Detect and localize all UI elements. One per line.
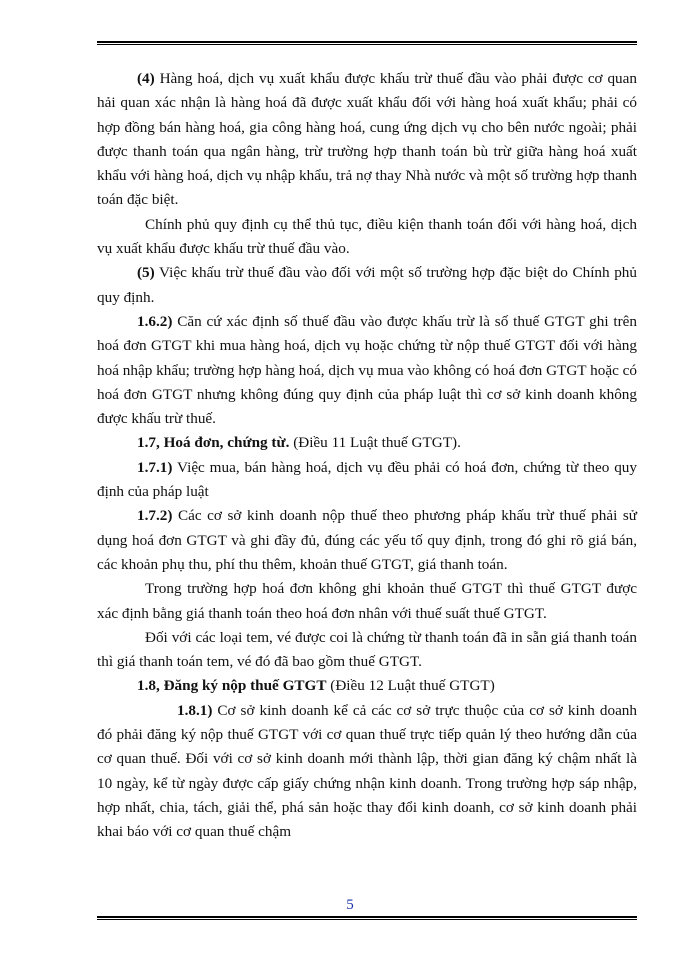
header-rule [97,41,637,43]
paragraph-lead: (5) [137,264,155,282]
paragraph-lead: 1.6.2) [137,312,173,330]
paragraph-lead: 1.7.1) [137,458,173,476]
paragraph-text: Việc khấu trừ thuế đầu vào đối với một số trường hợp đặc biệt do Chính phủ quy định. [97,264,637,306]
page-number: 5 [346,897,354,913]
paragraph-lead: 1.8.1) [177,701,213,719]
paragraph-government-rules [97,213,637,262]
document-body [97,67,637,845]
paragraph-text: Đối với các loại tem, vé được coi là chứng từ thanh toán đã in sẵn giá thanh toán thì giá thanh toán tem, vé đó đã bao gồm thuế GTGT. [97,628,637,671]
paragraph-text: Hàng hoá, dịch vụ xuất khẩu được khấu trừ thuế đầu vào phải được cơ quan hải quan xác nhận là hàng hoá đã được xuất khẩu đối với hàng hoá xuất khẩu; phải có hợp đồng bán hàng hoá, gia công hàng hoá, cung ứng dịch vụ cho bên nước ngoài; phải được thanh toán qua ngân hàng, trừ trường hợp thanh toán bù trừ giữa hàng hoá xuất khẩu với hàng hoá, dịch vụ nhập khẩu, trả nợ thay Nhà nước và một số trường hợp thanh toán đặc biệt. [97,70,637,209]
paragraph-lead: 1.7.2) [137,507,173,525]
paragraph-text: Chính phủ quy định cụ thể thủ tục, điều kiện thanh toán đối với hàng hoá, dịch vụ xuất khẩu được khấu trừ thuế đầu vào. [97,215,637,258]
paragraph-1-7-2 [97,504,637,577]
section-heading-1-7 [97,431,637,455]
section-reference: (Điều 11 Luật thuế GTGT). [289,434,461,452]
paragraph-invoice-no-tax [97,577,637,626]
section-heading: 1.8, Đăng ký nộp thuế GTGT [137,677,327,695]
paragraph-lead: (4) [137,70,155,87]
paragraph-text: Các cơ sở kinh doanh nộp thuế theo phương pháp khấu trừ thuế phải sử dụng hoá đơn GTGT và ghi đầy đủ, đúng các yếu tố quy định, trong đó ghi rõ giá bán, các khoản phụ thu, phí thu thêm, khoản thuế GTGT, giá thanh toán. [97,507,637,573]
paragraph-1-6-2 [97,310,637,431]
paragraph-text: Trong trường hợp hoá đơn không ghi khoản thuế GTGT thì thuế GTGT được xác định bằng giá thanh toán theo hoá đơn nhân với thuế suất thuế GTGT. [97,580,637,622]
paragraph-text: Việc mua, bán hàng hoá, dịch vụ đều phải có hoá đơn, chứng từ theo quy định của pháp luật [97,458,637,501]
paragraph-5 [97,261,637,310]
paragraph-1-7-1 [97,456,637,505]
paragraph-stamps-tickets [97,626,637,675]
section-heading: 1.7, Hoá đơn, chứng từ. [137,434,290,452]
footer-rule [97,916,637,918]
section-reference: (Điều 12 Luật thuế GTGT) [326,677,495,695]
paragraph-text: Cơ sở kinh doanh kể cả các cơ sở trực thuộc của cơ sở kinh doanh đó phải đăng ký nộp thuế GTGT với cơ quan thuế trực tiếp quản lý theo hướng dẫn của cơ quan thuế. Đối với cơ sở kinh doanh mới thành lập, thời gian đăng ký chậm nhất là 10 ngày, kể từ ngày được cấp giấy chứng nhận kinh doanh. Trong trường hợp sáp nhập, hợp nhất, chia, tách, giải thể, phá sản hoặc thay đổi kinh doanh, cơ sở kinh doanh phải khai báo với cơ quan thuế chậm [97,701,637,841]
paragraph-1-8-1 [97,699,637,845]
paragraph-4 [97,67,637,213]
section-heading-1-8 [97,674,637,698]
paragraph-text: Căn cứ xác định số thuế đầu vào được khấu trừ là số thuế GTGT ghi trên hoá đơn GTGT khi mua hàng hoá, dịch vụ hoặc chứng từ nộp thuế GTGT đối với hàng hoá nhập khẩu; trường hợp hàng hoá, dịch vụ mua vào không có hoá đơn GTGT hoặc có hoá đơn GTGT nhưng không đúng quy định của pháp luật thì cơ sở kinh doanh không được khấu trừ thuế. [97,312,637,428]
